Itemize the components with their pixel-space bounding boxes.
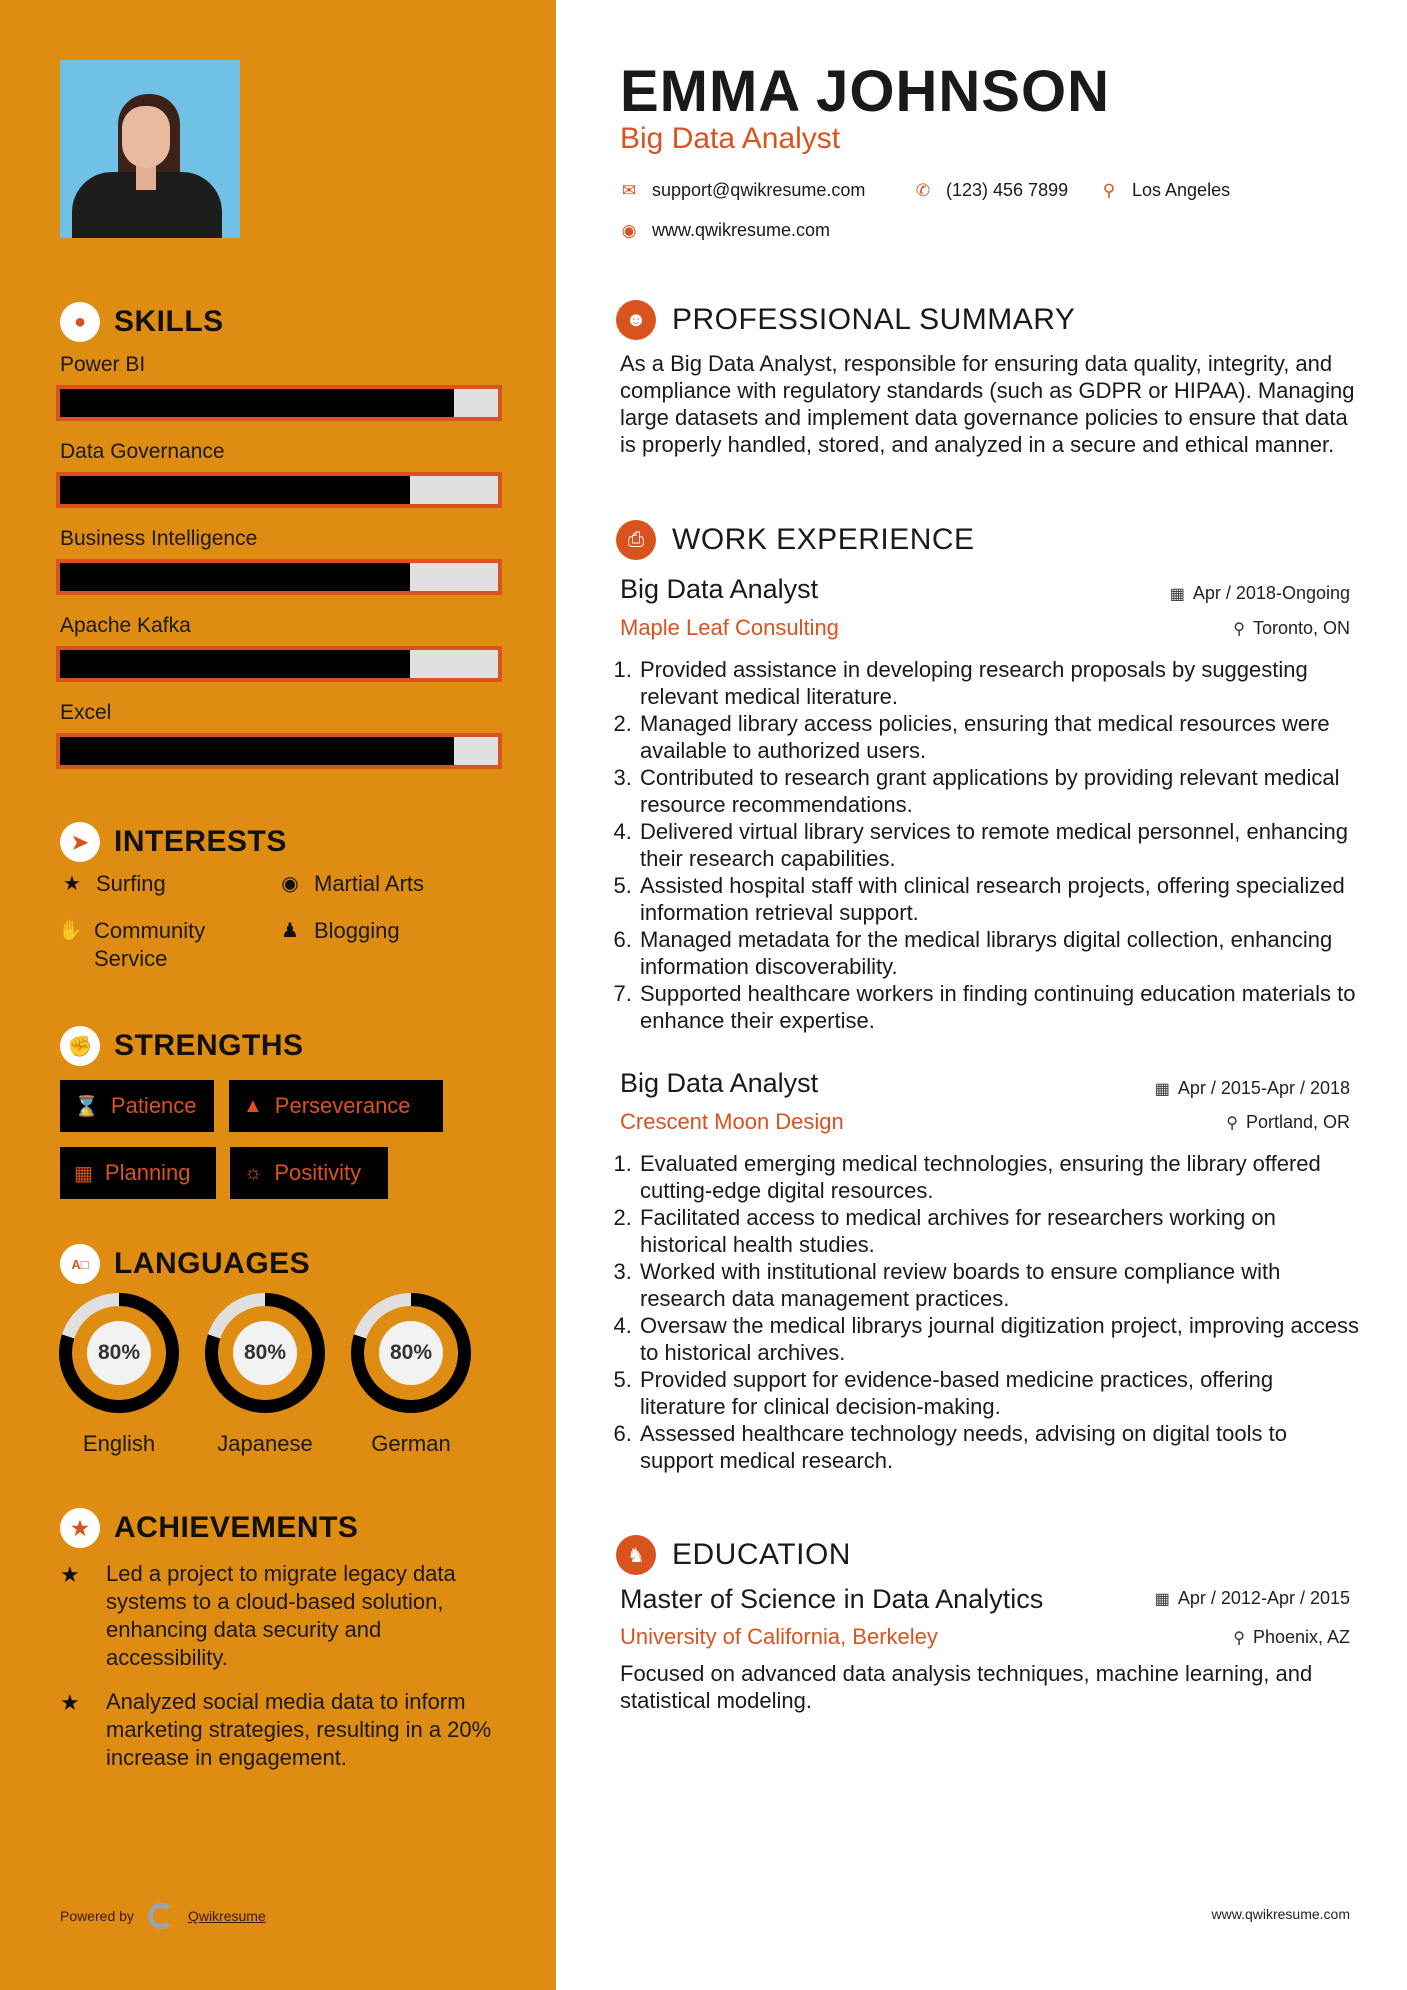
job-location: ⚲ Toronto, ON: [1233, 618, 1350, 638]
main-content: [556, 0, 1407, 1990]
skill-bar: [56, 472, 502, 508]
calendar-icon: ▦: [74, 1162, 93, 1185]
contact-website: ◉ www.qwikresume.com: [621, 220, 831, 240]
job-company: Crescent Moon Design: [620, 1109, 844, 1134]
footer-url[interactable]: www.qwikresume.com: [1211, 1906, 1350, 1922]
globe-icon: ◉: [281, 873, 299, 895]
job-location: ⚲ Portland, OR: [1226, 1112, 1350, 1132]
interest-item: ♟ Blogging: [278, 917, 400, 945]
shooting-star-icon: ★: [60, 1508, 100, 1548]
lightbulb-icon: ●: [60, 302, 100, 342]
skill-label: Power BI: [60, 353, 146, 376]
education-location: ⚲ Phoenix, AZ: [1233, 1627, 1350, 1647]
job-company: Maple Leaf Consulting: [620, 615, 839, 640]
summary-text: As a Big Data Analyst, responsible for ensuring data quality, integrity, and compliance with regulatory standards (such as GDPR or HIPAA). Managing large datasets and implement data governance policies to ensure that data is properly handled, stored, and analyzed in a secure and ethical manner.: [620, 351, 1355, 457]
interest-item: ✋ Community Service: [58, 918, 206, 971]
translate-icon: A□: [60, 1244, 100, 1284]
phone-icon: ✆: [915, 180, 931, 200]
candidate-role: Big Data Analyst: [620, 122, 841, 155]
globe-icon: ◉: [621, 220, 637, 240]
skill-label: Apache Kafka: [60, 614, 191, 637]
skill-label: Business Intelligence: [60, 527, 258, 550]
language-ring: 80%: [351, 1293, 471, 1413]
calendar-icon: ▦: [1154, 1590, 1170, 1608]
strength-tag: ⌛ Patience: [60, 1080, 214, 1132]
qwikresume-logo-icon: [148, 1903, 174, 1929]
road-icon: ▲: [243, 1094, 263, 1117]
contact-phone: ✆ (123) 456 7899: [915, 180, 1069, 200]
user-icon: ☻: [616, 300, 656, 340]
contact-location: ⚲ Los Angeles: [1100, 180, 1230, 201]
language-ring: 80%: [205, 1293, 325, 1413]
pushpin-icon: ⚲: [1226, 1114, 1238, 1132]
skill-bar: [56, 646, 502, 682]
candidate-name: EMMA JOHNSON: [620, 59, 1110, 124]
language-ring: 80%: [59, 1293, 179, 1413]
skill-label: Excel: [60, 701, 112, 724]
experience-heading: ⎙ WORK EXPERIENCE: [616, 520, 975, 560]
contact-email: ✉ support@qwikresume.com: [621, 180, 866, 200]
interest-item: ★ Surfing: [60, 870, 166, 898]
sun-icon: ☼: [244, 1161, 263, 1184]
languages-heading: A□ LANGUAGES: [60, 1244, 310, 1284]
strength-tag: ☼ Positivity: [230, 1147, 388, 1199]
achievement-item: ★ Led a project to migrate legacy data systems to a cloud-based solution, enhancing data security and accessibility.: [60, 1561, 456, 1670]
education-degree: Master of Science in Data Analytics: [620, 1584, 1044, 1614]
fist-icon: ✊: [60, 1026, 100, 1066]
job-bullets: 1. Provided assistance in developing research proposals by suggesting relevant medical literature. 2. Managed library access policies, ensuring that medical resources were available to authorized users. 3. Contributed to research grant applications by providing relevant medical resource recommendations. 4. Delivered virtual library services to remote medical personnel, enhancing their research capabilities. 5. Assisted hospital staff with clinical research projects, offering specialized information retrieval support. 6. Managed metadata for the medical librarys digital collection, enhancing information discoverability. 7. Supported healthcare workers in finding continuing education materials to enhance their expertise.: [620, 656, 1360, 1034]
calendar-icon: ▦: [1169, 585, 1185, 603]
star-icon: ★: [63, 873, 81, 895]
summary-heading: ☻ PROFESSIONAL SUMMARY: [616, 300, 1075, 340]
graduate-icon: ♞: [616, 1535, 656, 1575]
language-item: 80% German: [351, 1293, 471, 1457]
job-dates: ▦ Apr / 2015-Apr / 2018: [1154, 1078, 1350, 1098]
education-text: Focused on advanced data analysis techniques, machine learning, and statistical modeling.: [620, 1661, 1313, 1713]
skill-bar: [56, 559, 502, 595]
powered-by: Powered by Qwikresume: [60, 1903, 266, 1929]
skill-label: Data Governance: [60, 440, 225, 463]
qwikresume-link[interactable]: Qwikresume: [187, 1908, 266, 1924]
language-item: 80% English: [59, 1293, 179, 1457]
envelope-icon: ✉: [621, 180, 637, 200]
paper-plane-icon: ➤: [60, 822, 100, 862]
profile-photo: [60, 60, 240, 238]
pushpin-icon: ⚲: [1233, 1629, 1245, 1647]
shooting-star-icon: ★: [60, 1690, 80, 1715]
skill-bar: [56, 385, 502, 421]
calendar-icon: ▦: [1154, 1080, 1170, 1098]
fist-icon: ✋: [58, 920, 83, 942]
hourglass-icon: ⌛: [74, 1095, 99, 1118]
shooting-star-icon: ★: [60, 1562, 80, 1587]
strengths-heading: ✊ STRENGTHS: [60, 1026, 304, 1066]
chair-icon: ⎙: [616, 520, 656, 560]
job-title: Big Data Analyst: [620, 574, 819, 604]
sidebar: [0, 0, 556, 1990]
education-heading: ♞ EDUCATION: [616, 1535, 851, 1575]
interests-heading: ➤ INTERESTS: [60, 822, 287, 862]
skills-heading: ● SKILLS: [60, 302, 224, 342]
language-item: 80% Japanese: [205, 1293, 325, 1457]
education-school: University of California, Berkeley: [620, 1624, 938, 1649]
map-pin-icon: ⚲: [1102, 180, 1116, 200]
achievements-heading: ★ ACHIEVEMENTS: [60, 1508, 358, 1548]
strength-tag: ▦ Planning: [60, 1147, 216, 1199]
job-dates: ▦ Apr / 2018-Ongoing: [1169, 583, 1350, 603]
job-title: Big Data Analyst: [620, 1068, 819, 1098]
users-icon: ♟: [281, 920, 299, 942]
pushpin-icon: ⚲: [1233, 620, 1245, 638]
interest-item: ◉ Martial Arts: [278, 870, 424, 898]
education-dates: ▦ Apr / 2012-Apr / 2015: [1154, 1588, 1350, 1608]
strength-tag: ▲ Perseverance: [229, 1080, 443, 1132]
job-bullets: 1. Evaluated emerging medical technologies, ensuring the library offered cutting-edge digital resources. 2. Facilitated access to medical archives for researchers working on historical health studies. 3. Worked with institutional review boards to ensure compliance with research data management practices. 4. Oversaw the medical librarys journal digitization project, improving access to historical archives. 5. Provided support for evidence-based medicine practices, offering literature for clinical decision-making. 6. Assessed healthcare technology needs, advising on digital tools to support medical research.: [620, 1150, 1360, 1474]
skill-bar: [56, 733, 502, 769]
achievement-item: ★ Analyzed social media data to inform marketing strategies, resulting in a 20% increase in engagement.: [60, 1689, 492, 1770]
